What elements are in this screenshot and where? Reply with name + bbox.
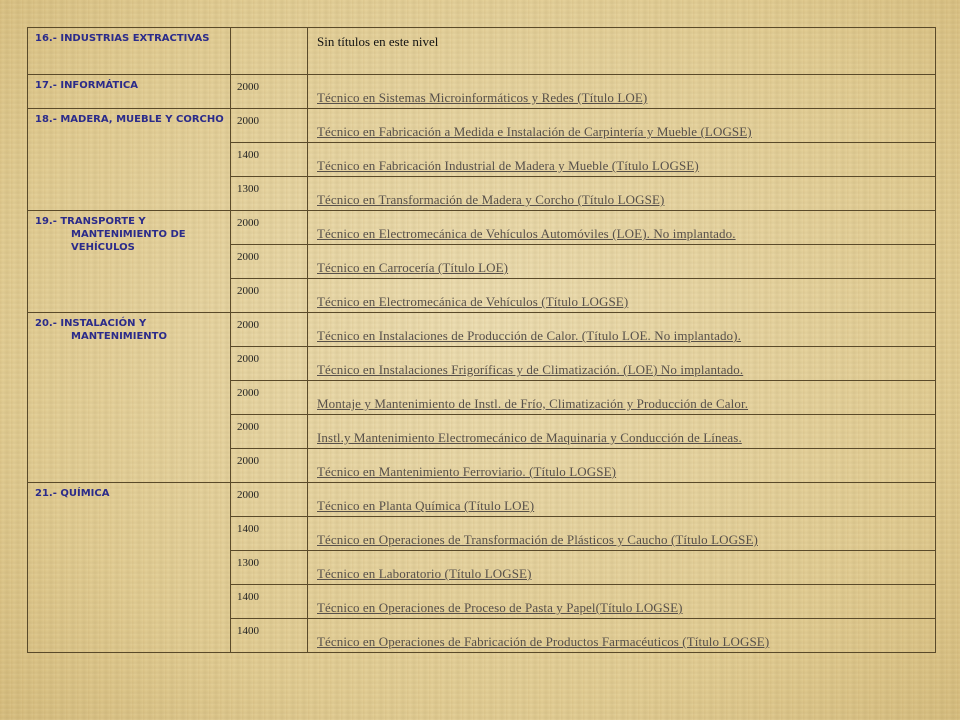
title-link[interactable]: Técnico en Instalaciones de Producción de Calor. (Título LOE. No implantado). bbox=[317, 328, 741, 343]
title-link[interactable]: Técnico en Electromecánica de Vehículos (Título LOGSE) bbox=[317, 294, 629, 309]
sector-label: 19.- TRANSPORTE Y bbox=[35, 216, 146, 227]
sector-label: VEHÍCULOS bbox=[71, 242, 135, 253]
title-link[interactable]: Técnico en Instalaciones Frigoríficas y de Climatización. (LOE) No implantado. bbox=[317, 362, 744, 377]
title-cell bbox=[308, 551, 936, 585]
hours-cell: 1300 bbox=[231, 551, 308, 585]
table-row bbox=[28, 28, 936, 75]
title-link[interactable]: Técnico en Planta Química (Título LOE) bbox=[317, 498, 535, 513]
sector-cell bbox=[28, 313, 231, 483]
title-link[interactable]: Técnico en Carrocería (Título LOE) bbox=[317, 260, 509, 275]
sector-cell bbox=[28, 28, 231, 75]
hours-cell: 2000 bbox=[231, 347, 308, 381]
hours-cell: 2000 bbox=[231, 313, 308, 347]
title-cell bbox=[308, 75, 936, 109]
sector-cell bbox=[28, 75, 231, 109]
sector-cell bbox=[28, 109, 231, 211]
sector-label: MANTENIMIENTO DE bbox=[71, 229, 186, 240]
title-link[interactable]: Técnico en Mantenimiento Ferroviario. (Título LOGSE) bbox=[317, 464, 617, 479]
sector-label: 20.- INSTALACIÓN Y bbox=[35, 318, 147, 329]
title-cell bbox=[308, 245, 936, 279]
title-cell bbox=[308, 449, 936, 483]
hours-cell: 2000 bbox=[231, 245, 308, 279]
hours-cell: 2000 bbox=[231, 75, 308, 109]
title-link[interactable]: Técnico en Laboratorio (Título LOGSE) bbox=[317, 566, 532, 581]
title-cell bbox=[308, 381, 936, 415]
title-link[interactable]: Técnico en Electromecánica de Vehículos Automóviles (LOE). No implantado. bbox=[317, 226, 736, 241]
title-cell bbox=[308, 211, 936, 245]
title-cell bbox=[308, 415, 936, 449]
table-row bbox=[28, 313, 936, 347]
title-cell bbox=[308, 619, 936, 653]
title-cell bbox=[308, 279, 936, 313]
sector-label: MANTENIMIENTO bbox=[71, 331, 167, 342]
hours-cell: 1400 bbox=[231, 517, 308, 551]
hours-cell: 1400 bbox=[231, 143, 308, 177]
sector-cell bbox=[28, 211, 231, 313]
no-titles-text: Sin títulos en este nivel bbox=[317, 34, 439, 49]
title-link[interactable]: Montaje y Mantenimiento de Instl. de Frío, Climatización y Producción de Calor. bbox=[317, 396, 749, 411]
table-row bbox=[28, 109, 936, 143]
title-cell bbox=[308, 347, 936, 381]
hours-cell: 2000 bbox=[231, 279, 308, 313]
hours-cell: 2000 bbox=[231, 109, 308, 143]
title-cell bbox=[308, 483, 936, 517]
hours-cell bbox=[231, 28, 308, 75]
titles-table-body bbox=[28, 28, 936, 653]
titles-table bbox=[27, 27, 936, 653]
hours-cell: 1400 bbox=[231, 619, 308, 653]
hours-cell: 2000 bbox=[231, 415, 308, 449]
title-cell bbox=[308, 143, 936, 177]
sector-label: 16.- INDUSTRIAS EXTRACTIVAS bbox=[35, 33, 210, 44]
title-link[interactable]: Instl.y Mantenimiento Electromecánico de Maquinaria y Conducción de Líneas. bbox=[317, 430, 742, 445]
title-link[interactable]: Técnico en Operaciones de Transformación de Plásticos y Caucho (Título LOGSE) bbox=[317, 532, 758, 547]
title-cell bbox=[308, 517, 936, 551]
title-cell bbox=[308, 313, 936, 347]
title-link[interactable]: Técnico en Operaciones de Fabricación de Productos Farmacéuticos (Título LOGSE) bbox=[317, 634, 770, 649]
table-row bbox=[28, 483, 936, 517]
hours-cell: 2000 bbox=[231, 211, 308, 245]
sector-label: 17.- INFORMÁTICA bbox=[35, 80, 139, 91]
hours-cell: 2000 bbox=[231, 449, 308, 483]
sector-label: 18.- MADERA, MUEBLE Y CORCHO bbox=[35, 114, 224, 125]
title-link[interactable]: Técnico en Transformación de Madera y Corcho (Título LOGSE) bbox=[317, 192, 665, 207]
sector-cell bbox=[28, 483, 231, 653]
table-row bbox=[28, 211, 936, 245]
hours-cell: 1300 bbox=[231, 177, 308, 211]
hours-cell: 1400 bbox=[231, 585, 308, 619]
title-link[interactable]: Técnico en Sistemas Microinformáticos y Redes (Título LOE) bbox=[317, 90, 648, 105]
sector-label: 21.- QUÍMICA bbox=[35, 488, 110, 499]
title-cell bbox=[308, 585, 936, 619]
title-cell bbox=[308, 177, 936, 211]
title-link[interactable]: Técnico en Fabricación a Medida e Instalación de Carpintería y Mueble (LOGSE) bbox=[317, 124, 752, 139]
hours-cell: 2000 bbox=[231, 381, 308, 415]
title-cell bbox=[308, 28, 936, 75]
title-link[interactable]: Técnico en Fabricación Industrial de Madera y Mueble (Título LOGSE) bbox=[317, 158, 699, 173]
table-row bbox=[28, 75, 936, 109]
title-cell bbox=[308, 109, 936, 143]
hours-cell: 2000 bbox=[231, 483, 308, 517]
title-link[interactable]: Técnico en Operaciones de Proceso de Pasta y Papel(Título LOGSE) bbox=[317, 600, 683, 615]
